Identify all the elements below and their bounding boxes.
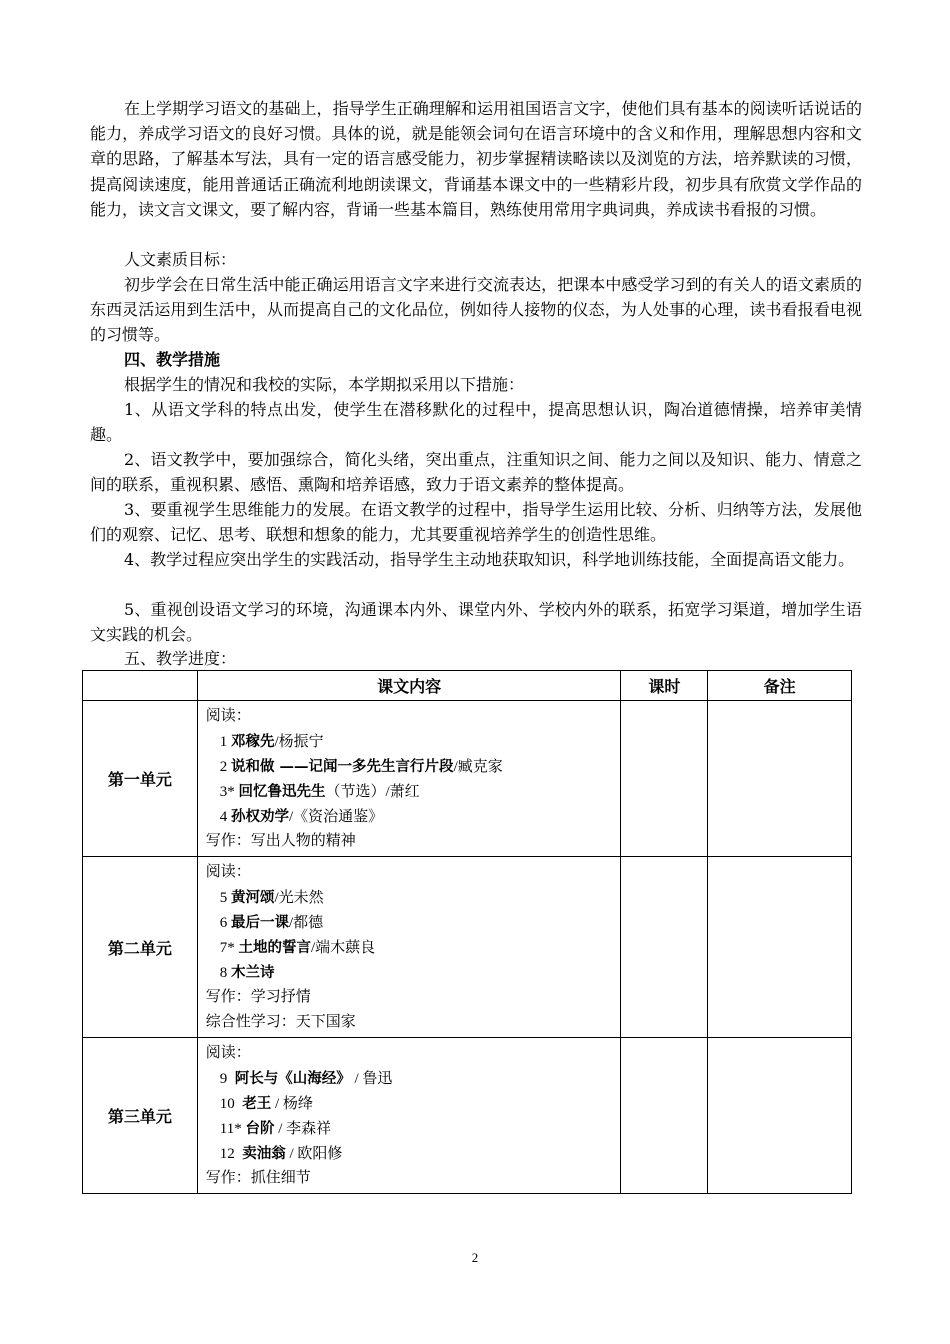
paragraph-measure-4: 4、教学过程应突出学生的实践活动，指导学生主动地获取知识，科学地训练技能，全面提高语文能力。 <box>124 550 855 569</box>
lesson-author: /都德 <box>289 915 324 931</box>
unit-name: 第三单元 <box>83 1038 198 1194</box>
header-blank <box>83 671 198 701</box>
section-heading-measures: 四、教学措施 <box>124 350 221 369</box>
lesson-title: 说和做 ——记闻一多先生言行片段 <box>231 758 454 775</box>
paragraph-humanities-goals: 初步学会在日常生活中能正确运用语言文字来进行交流表达，把课本中感受学习到的有关人的语文素质的东西灵活运用到生活中，从而提高自己的文化品位，例如待人接物的仪态，为人处事的心理，读书看报看电视的习惯等。 <box>90 275 862 345</box>
lesson-author: / 鲁迅 <box>354 1071 393 1087</box>
unit-content <box>197 1038 621 1194</box>
unit-hours <box>621 1038 708 1194</box>
lesson-number: 10 <box>219 1096 235 1112</box>
header-content: 课文内容 <box>197 671 621 701</box>
lesson-number: 5 <box>219 890 228 906</box>
writing-text: 抓住细节 <box>250 1170 311 1186</box>
lesson-author: /光未然 <box>274 890 324 906</box>
writing-text: 写出人物的精神 <box>250 833 356 849</box>
unit-content <box>197 701 621 857</box>
lesson-author: / 欧阳修 <box>289 1146 343 1162</box>
writing-item <box>206 985 615 1010</box>
lesson-number: 3* <box>219 784 235 800</box>
lesson-title: 台阶 <box>245 1120 275 1137</box>
reading-label: 阅读： <box>205 864 251 880</box>
writing-label: 写作： <box>205 833 251 849</box>
lesson-item <box>206 804 615 829</box>
writing-item <box>206 1166 615 1191</box>
lesson-title: 卖油翁 <box>242 1145 286 1162</box>
lesson-number: 11* <box>219 1121 242 1137</box>
integrated-study-label: 综合性学习： <box>205 1014 296 1030</box>
lesson-title: 老王 <box>242 1095 272 1112</box>
lesson-author: / 李森祥 <box>278 1121 332 1137</box>
reading-label: 阅读： <box>205 708 251 724</box>
lesson-author: /《资治通鉴》 <box>289 809 384 825</box>
lesson-item <box>206 779 615 804</box>
lesson-item <box>206 754 615 779</box>
lesson-title: 回忆鲁迅先生 <box>238 783 326 800</box>
header-hours: 课时 <box>621 671 708 701</box>
lesson-title: 最后一课 <box>231 914 289 931</box>
table-row <box>83 857 852 1038</box>
lesson-title: 土地的誓言 <box>238 939 311 956</box>
paragraph-measures-intro: 根据学生的情况和我校的实际，本学期拟采用以下措施： <box>124 375 525 394</box>
lesson-item <box>206 1091 615 1116</box>
paragraph-measure-5: 5、重视创设语文学习的环境，沟通课本内外、课堂内外、学校内外的联系，拓宽学习渠道，增加学生语文实践的机会。 <box>90 600 862 645</box>
table-header-row <box>83 671 852 701</box>
lesson-item <box>206 1116 615 1141</box>
lesson-item <box>206 885 615 910</box>
lesson-item <box>206 1066 615 1091</box>
lesson-author: （节选）/萧红 <box>325 784 420 800</box>
unit-notes <box>708 857 852 1038</box>
lesson-number: 6 <box>219 915 228 931</box>
lesson-item <box>206 910 615 935</box>
writing-label: 写作： <box>205 1170 251 1186</box>
unit-notes <box>708 701 852 857</box>
lesson-author: /臧克家 <box>453 759 503 775</box>
lesson-title: 孙权劝学 <box>231 808 289 825</box>
lesson-item <box>206 729 615 754</box>
table-row <box>83 701 852 857</box>
lesson-number: 8 <box>219 965 228 981</box>
paragraph-humanities-heading: 人文素质目标： <box>124 250 237 269</box>
lesson-title: 邓稼先 <box>231 733 275 750</box>
paragraph-measure-2: 2、语文教学中，要加强综合，简化头绪，突出重点，注重知识之间、能力之间以及知识、能力、情意之间的联系，重视积累、感悟、熏陶和培养语感，致力于语文素养的整体提高。 <box>90 450 862 495</box>
unit-content <box>197 857 621 1038</box>
table-row <box>83 1038 852 1194</box>
unit-hours <box>621 701 708 857</box>
section-heading-schedule: 五、教学进度： <box>124 649 237 668</box>
lesson-number: 1 <box>219 734 228 750</box>
lesson-title: 黄河颂 <box>231 889 275 906</box>
lesson-number: 4 <box>219 809 228 825</box>
lesson-item <box>206 960 615 985</box>
unit-notes <box>708 1038 852 1194</box>
paragraph-measure-1: 1、从语文学科的特点出发，使学生在潜移默化的过程中，提高思想认识，陶冶道德情操，培养审美情趣。 <box>90 400 862 445</box>
lesson-author: /端木蕻良 <box>311 940 376 956</box>
writing-text: 学习抒情 <box>250 989 311 1005</box>
paragraph-reading-goals: 在上学期学习语文的基础上，指导学生正确理解和运用祖国语言文字，使他们具有基本的阅读听话说话的能力，养成学习语文的良好习惯。具体的说，就是能领会词句在语言环境中的含义和作用，理解思想内容和文章的思路，了解基本写法，具有一定的语言感受能力，初步掌握精读略读以及浏览的方法，培养默读的习惯，提高阅读速度，能用普通话正确流利地朗读课文，背诵基本课文中的一些精彩片段，初步具有欣赏文学作品的能力，读文言文课文，要了解内容，背诵一些基本篇目，熟练使用常用字典词典，养成读书看报的习惯。 <box>90 99 862 219</box>
unit-name: 第一单元 <box>83 701 198 857</box>
unit-name: 第二单元 <box>83 857 198 1038</box>
schedule-table <box>82 670 852 1194</box>
unit-hours <box>621 857 708 1038</box>
paragraph-measure-3: 3、要重视学生思维能力的发展。在语文教学的过程中，指导学生运用比较、分析、归纳等方法，发展他们的观察、记忆、思考、联想和想象的能力，尤其要重视培养学生的创造性思维。 <box>90 500 862 545</box>
writing-item <box>206 829 615 854</box>
lesson-author: / 杨绛 <box>275 1096 313 1112</box>
lesson-number: 12 <box>219 1146 235 1162</box>
lesson-number: 9 <box>219 1071 228 1087</box>
header-notes: 备注 <box>708 671 852 701</box>
page-number: 2 <box>471 1250 479 1265</box>
reading-label: 阅读： <box>205 1045 251 1061</box>
integrated-study-text: 天下国家 <box>295 1014 356 1030</box>
lesson-item <box>206 935 615 960</box>
integrated-study-item <box>206 1010 615 1035</box>
lesson-number: 2 <box>219 759 228 775</box>
lesson-number: 7* <box>219 940 235 956</box>
lesson-item <box>206 1141 615 1166</box>
lesson-author: /杨振宁 <box>274 734 324 750</box>
lesson-title: 阿长与《山海经》 <box>234 1070 351 1087</box>
lesson-title: 木兰诗 <box>231 964 275 981</box>
writing-label: 写作： <box>205 989 251 1005</box>
